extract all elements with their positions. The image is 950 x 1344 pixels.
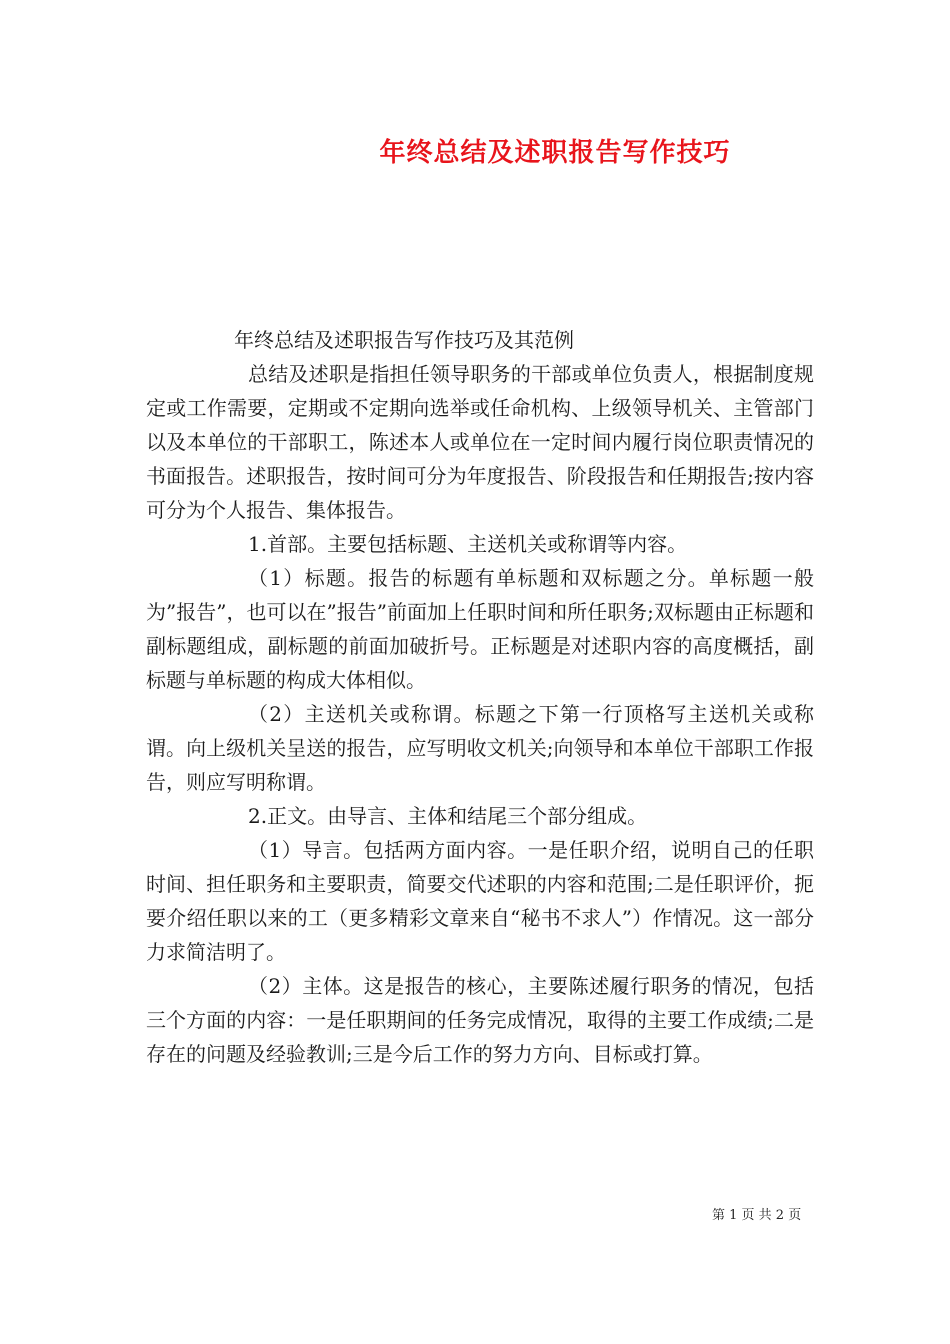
paragraph-section-1: 1.首部。主要包括标题、主送机关或称谓等内容。 bbox=[248, 532, 688, 556]
paragraph-intro-rule: （1）导言。包括两方面内容。一是任职介绍，说明自己的任职时间、担任职务和主要职责，简要交代述职的内容和范围;二是任职评价，扼要介绍任职以来的工（更多精彩文章来自“秘书不求人”）作情况。这一部分力求简洁明了。 bbox=[146, 838, 814, 964]
paragraph-section-2: 2.正文。由导言、主体和结尾三个部分组成。 bbox=[248, 804, 648, 828]
document-title: 年终总结及述职报告写作技巧 bbox=[379, 138, 731, 168]
document-subtitle: 年终总结及述职报告写作技巧及其范例 bbox=[234, 328, 574, 352]
paragraph-body-rule: （2）主体。这是报告的核心，主要陈述履行职务的情况，包括三个方面的内容：一是任职期间的任务完成情况，取得的主要工作成绩;二是存在的问题及经验教训;三是今后工作的努力方向、目标或打算。 bbox=[146, 974, 814, 1066]
paragraph-recipient-rule: （2）主送机关或称谓。标题之下第一行顶格写主送机关或称谓。向上级机关呈送的报告，应写明收文机关;向领导和本单位干部职工作报告，则应写明称谓。 bbox=[146, 702, 814, 794]
paragraph-title-rule: （1）标题。报告的标题有单标题和双标题之分。单标题一般为”报告”，也可以在”报告”前面加上任职时间和所任职务;双标题由正标题和副标题组成，副标题的前面加破折号。正标题是对述职内容的高度概括，副标题与单标题的构成大体相似。 bbox=[146, 566, 814, 692]
document-body bbox=[146, 323, 814, 1071]
page-number: 第 1 页 共 2 页 bbox=[712, 1208, 802, 1223]
paragraph-intro: 总结及述职是指担任领导职务的干部或单位负责人，根据制度规定或工作需要，定期或不定期向选举或任命机构、上级领导机关、主管部门以及本单位的干部职工，陈述本人或单位在一定时间内履行岗位职责情况的书面报告。述职报告，按时间可分为年度报告、阶段报告和任期报告;按内容可分为个人报告、集体报告。 bbox=[146, 362, 814, 522]
